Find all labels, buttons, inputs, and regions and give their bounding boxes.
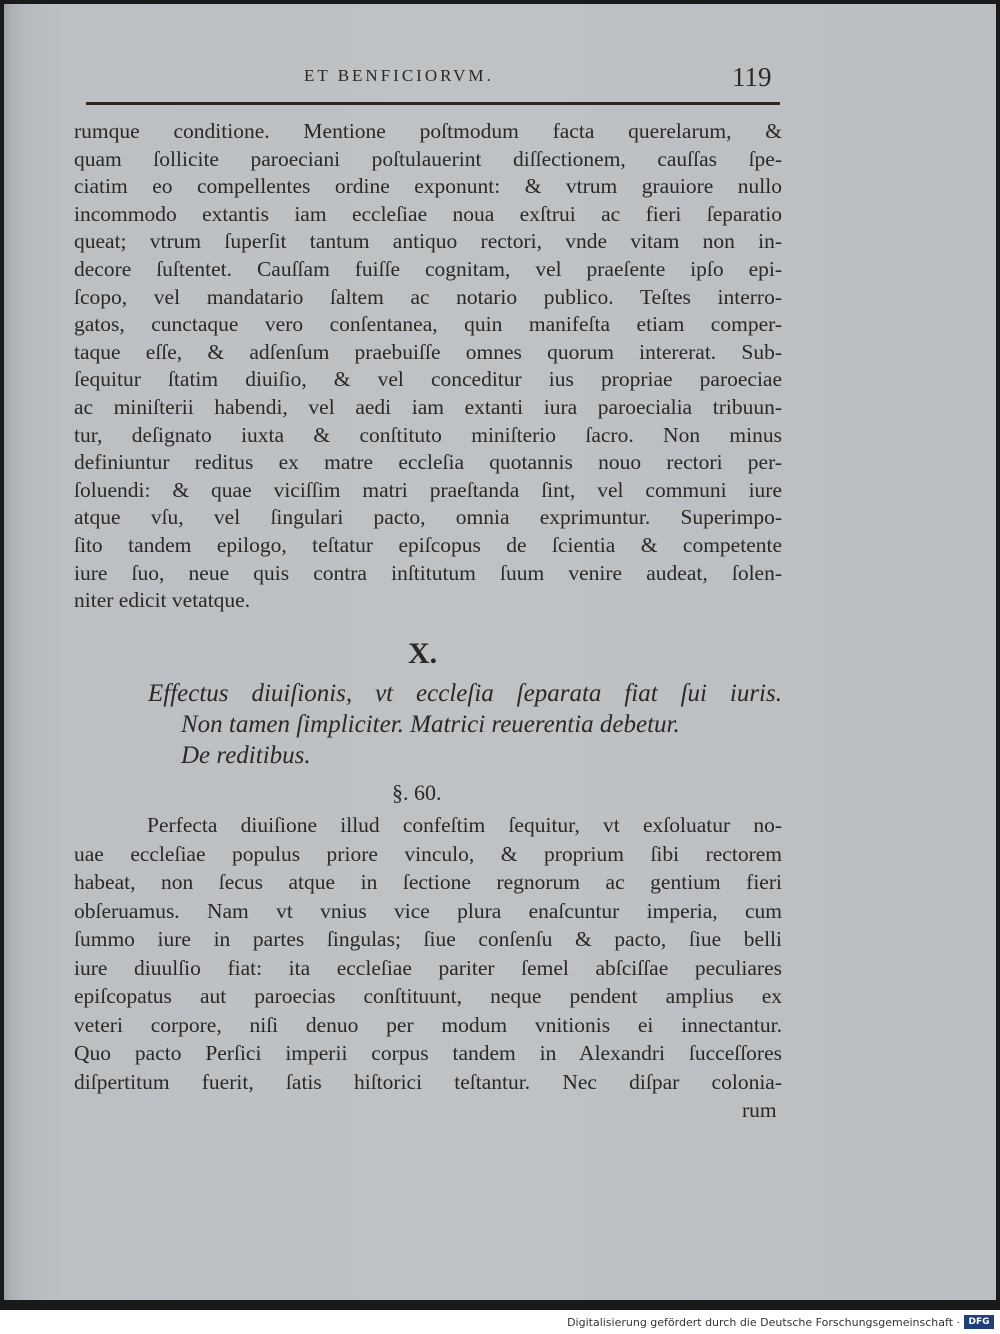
page-number: 119 [732, 62, 772, 92]
body-text-line: decore ſuſtentet. Cauſſam fuiſſe cognitam, vel praeſente ipſo epi- [74, 257, 782, 281]
body-text-line: Quo pacto Perſici imperii corpus tandem in Alexandri ſucceſſores [74, 1041, 782, 1065]
body-text-line: habeat, non ſecus atque in ſectione regnorum ac gentium fieri [74, 870, 782, 894]
body-text-line: diſpertitum fuerit, ſatis hiſtorici teſtantur. Nec diſpar colonia- [74, 1069, 782, 1094]
body-text-line: iure ſuo, neue quis contra inſtitutum ſuum venire audeat, ſolen- [74, 560, 782, 585]
body-text-line: taque eſſe, & adſenſum praebuiſſe omnes quorum intererat. Sub- [74, 339, 782, 364]
body-text-line: incommodo extantis iam eccleſiae noua exſtrui ac fieri ſeparatio [74, 201, 782, 226]
body-text-line: niter edicit vetatque. [74, 588, 251, 613]
body-text-line: ſcopo, vel mandatario ſaltem ac notario publico. Teſtes interro- [74, 284, 782, 309]
digitization-footer [0, 1310, 1000, 1334]
running-head: ET BENFICIORVM. [304, 66, 494, 85]
body-text-line: definiuntur reditus ex matre eccleſia quotannis nouo rectori per- [74, 450, 782, 475]
body-text-line: ſito tandem epilogo, teſtatur epiſcopus de ſcientia & competente [74, 533, 782, 557]
body-text-line: uae eccleſiae populus priore vinculo, & proprium ſibi rectorem [74, 841, 782, 866]
body-text-line: queat; vtrum ſuperſit tantum antiquo rectori, vnde vitam non in- [74, 229, 782, 254]
body-text-line: ſummo iure in partes ſingulas; ſiue conſenſu & pacto, ſiue belli [74, 927, 782, 951]
body-text-line: ac miniſterii habendi, vel aedi iam extanti iura paroecialia tribuun- [74, 395, 782, 419]
body-text-line: ciatim eo compellentes ordine exponunt: & vtrum grauiore nullo [74, 174, 782, 199]
body-text-line: obſeruamus. Nam vt vnius vice plura enaſcuntur imperia, cum [74, 898, 782, 923]
section-heading-line: De reditibus. [181, 742, 311, 769]
body-text-line: rumque conditione. Mentione poſtmodum facta querelarum, & [74, 119, 782, 143]
dfg-logo-icon: DFG [964, 1315, 994, 1329]
section-heading-line: Non tamen ſimpliciter. Matrici reuerentia debetur. [181, 711, 680, 738]
paragraph-mark: §. 60. [392, 780, 442, 805]
section-heading-line: Effectus diuiſionis, vt eccleſia ſeparata fiat ſui iuris. [148, 680, 782, 707]
body-text-line: ſequitur ſtatim diuiſio, & vel conceditur ius propriae paroeciae [74, 367, 782, 392]
section-number: X. [408, 637, 438, 670]
body-text-line: ſoluendi: & quae viciſſim matri praeſtanda ſint, vel communi iure [74, 477, 782, 502]
body-text-line: veteri corpore, niſi denuo per modum vnitionis ei innectantur. [74, 1012, 782, 1037]
page-content [4, 4, 996, 1300]
header-rule [86, 102, 780, 105]
body-text-line: gatos, cunctaque vero conſentanea, quin manifeſta etiam comper- [74, 312, 782, 337]
body-text-line: iure diuulſio fiat: ita eccleſiae pariter ſemel abſciſſae peculiares [74, 955, 782, 980]
body-text-line: Perfecta diuiſione illud confeſtim ſequitur, vt exſoluatur no- [147, 813, 782, 837]
catchword: rum [742, 1098, 777, 1122]
body-text-line: tur, deſignato iuxta & conſtituto miniſterio ſacro. Non minus [74, 422, 782, 447]
body-text-line: atque vſu, vel ſingulari pacto, omnia exprimuntur. Superimpo- [74, 505, 782, 530]
footer-credit: Digitalisierung gefördert durch die Deutsche Forschungsgemeinschaft · [567, 1316, 960, 1329]
body-text-line: quam ſollicite paroeciani poſtulauerint diſſectionem, cauſſas ſpe- [74, 146, 782, 171]
book-page [4, 4, 996, 1300]
body-text-line: epiſcopatus aut paroecias conſtituunt, neque pendent amplius ex [74, 984, 782, 1008]
